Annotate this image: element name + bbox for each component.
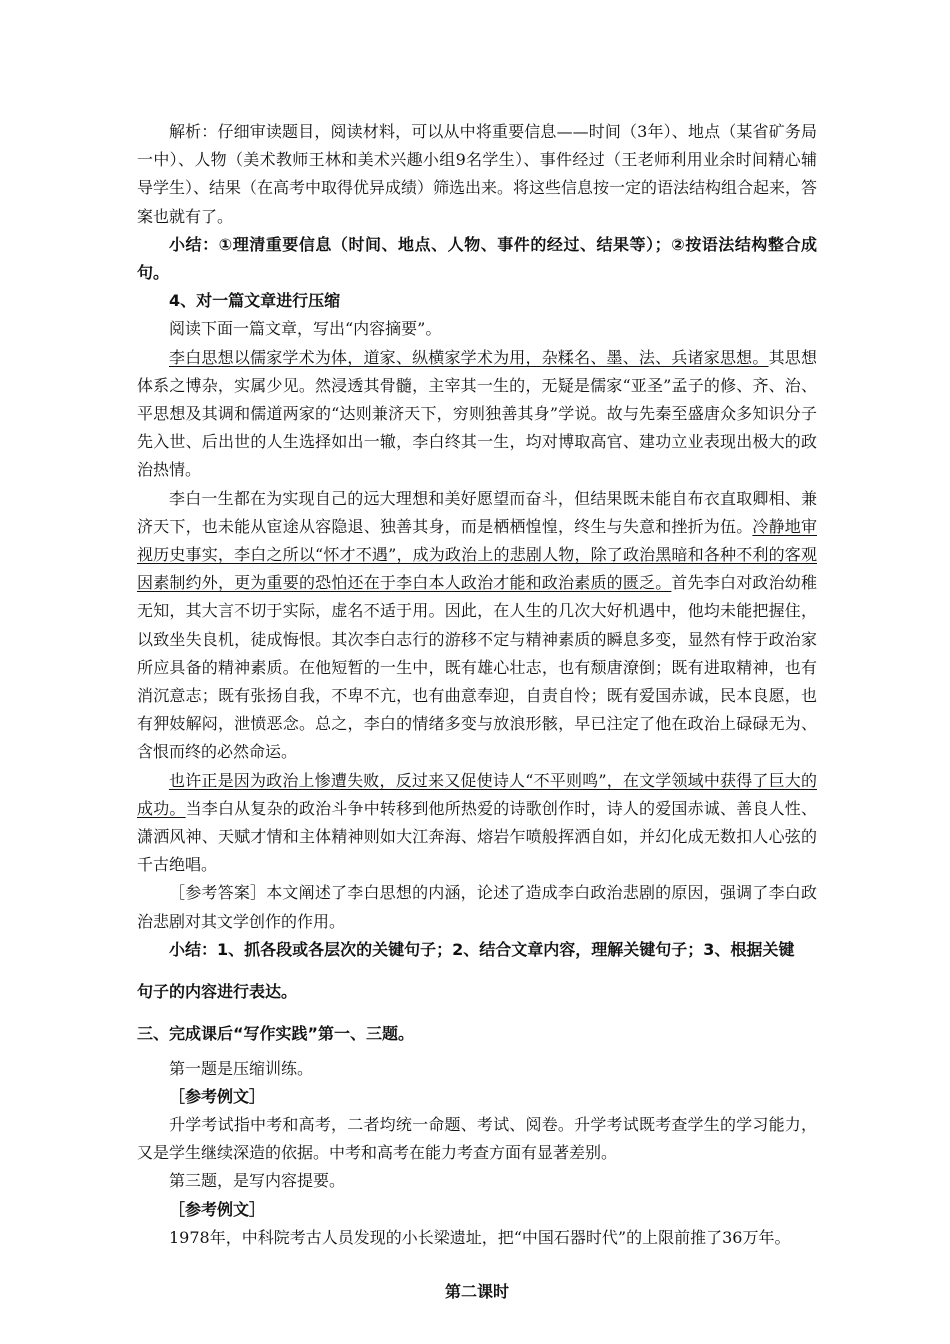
paragraph-2-start: 李白一生都在为实现自己的远大理想和美好愿望而奋斗，但结果既未能自布衣直取卿相、兼济天下，也未能从宦途从容隐退、独善其身，而是栖栖惶惶，终生与失意和挫折为伍。	[137, 488, 817, 536]
exercise-3-intro: 第三题，是写内容提要。	[169, 1171, 346, 1191]
article-paragraph-2	[137, 485, 817, 767]
reference-label-1: ［参考例文］	[169, 1086, 266, 1106]
article-paragraph-3	[137, 767, 817, 880]
section-3-heading: 三、完成课后“写作实践”第一、三题。	[137, 1024, 415, 1044]
instruction: 阅读下面一篇文章，写出“内容摘要”。	[169, 319, 442, 339]
exercise-1-intro: 第一题是压缩训练。	[169, 1058, 314, 1078]
key-sentence-3: 也许正是因为政治上惨遭失败，反过来又促使诗人“不平则鸣”，在文学领域中获得了巨大的成功。	[137, 770, 817, 818]
exercise-1-text: 升学考试指中考和高考，二者均统一命题、考试、阅卷。升学考试既考查学生的学习能力，又是学生继续深造的依据。中考和高考在能力考查方面有显著差别。	[137, 1114, 817, 1163]
document-page	[137, 118, 817, 1306]
paragraph-1-rest: 其思想体系之博杂，实属少见。然浸透其骨髓，主宰其一生的，无疑是儒家“亚圣”孟子的修、齐、治、平思想及其调和儒道两家的“达则兼济天下，穷则独善其身”学说。故与先秦至盛唐众多知识分子先入世、后出世的人生选择如出一辙，李白终其一生，均对博取高官、建功立业表现出极大的政治热情。	[137, 347, 817, 480]
summary-2-line-2: 句子的内容进行表达。	[137, 982, 298, 1002]
lesson-2-title: 第二课时	[444, 1281, 509, 1301]
summary-2-line-1: 小结：1、抓各段或各层次的关键句子；2、结合文章内容，理解关键句子；3、根据关键	[169, 939, 795, 959]
summary-1: 小结：①理清重要信息（时间、地点、人物、事件的经过、结果等）；②按语法结构整合成句。	[137, 234, 817, 283]
reference-label-2: ［参考例文］	[169, 1199, 266, 1219]
key-sentence-1: 李白思想以儒家学术为体，道家、纵横家学术为用，杂糅名、墨、法、兵诸家思想。	[169, 347, 769, 367]
heading-compress-article: 4、对一篇文章进行压缩	[169, 291, 341, 311]
paragraph-2-rest: 首先李白对政治幼稚无知，其大言不切于实际，虚名不适于用。因此，在人生的几次大好机遇中，他均未能把握住，以致坐失良机，徒成悔恨。其次李白志行的游移不定与精神素质的瞬息多变，显然有悖于政治家所应具备的精神素质。在他短暂的一生中，既有雄心壮志，也有颓唐潦倒；既有进取精神，也有消沉意志；既有张扬自我，不卑不亢，也有曲意奉迎，自责自怜；既有爱国赤诚，民本良愿，也有狎妓解闷，泄愤恶念。总之，李白的情绪多变与放浪形骸，早已注定了他在政治上碌碌无为、含恨而终的必然命运。	[137, 573, 817, 762]
article-paragraph-1	[137, 344, 817, 485]
key-sentence-2: 冷静地审视历史事实，李白之所以“怀才不遇”，成为政治上的悲剧人物，除了政治黑暗和各种不利的客观因素制约外，更为重要的恐怕还在于李白本人政治才能和政治素质的匮乏。	[137, 516, 817, 593]
paragraph-3-rest: 当李白从复杂的政治斗争中转移到他所热爱的诗歌创作时，诗人的爱国赤诚、善良人性、潇洒风神、天赋才情和主体精神则如大江奔海、熔岩乍喷般挥洒自如，并幻化成无数扣人心弦的千古绝唱。	[137, 798, 817, 875]
reference-answer: ［参考答案］本文阐述了李白思想的内涵，论述了造成李白政治悲剧的原因，强调了李白政治悲剧对其文学创作的作用。	[137, 883, 817, 931]
analysis-paragraph: 解析：仔细审读题目，阅读材料，可以从中将重要信息——时间（3年）、地点（某省矿务局一中）、人物（美术教师王林和美术兴趣小组9名学生）、事件经过（王老师利用业余时间精心辅导学生）、结果（在高考中取得优异成绩）筛选出来。将这些信息按一定的语法结构组合起来，答案也就有了。	[137, 122, 818, 226]
exercise-3-text: 1978年，中科院考古人员发现的小长梁遗址，把“中国石器时代”的上限前推了36万年。	[169, 1227, 791, 1247]
